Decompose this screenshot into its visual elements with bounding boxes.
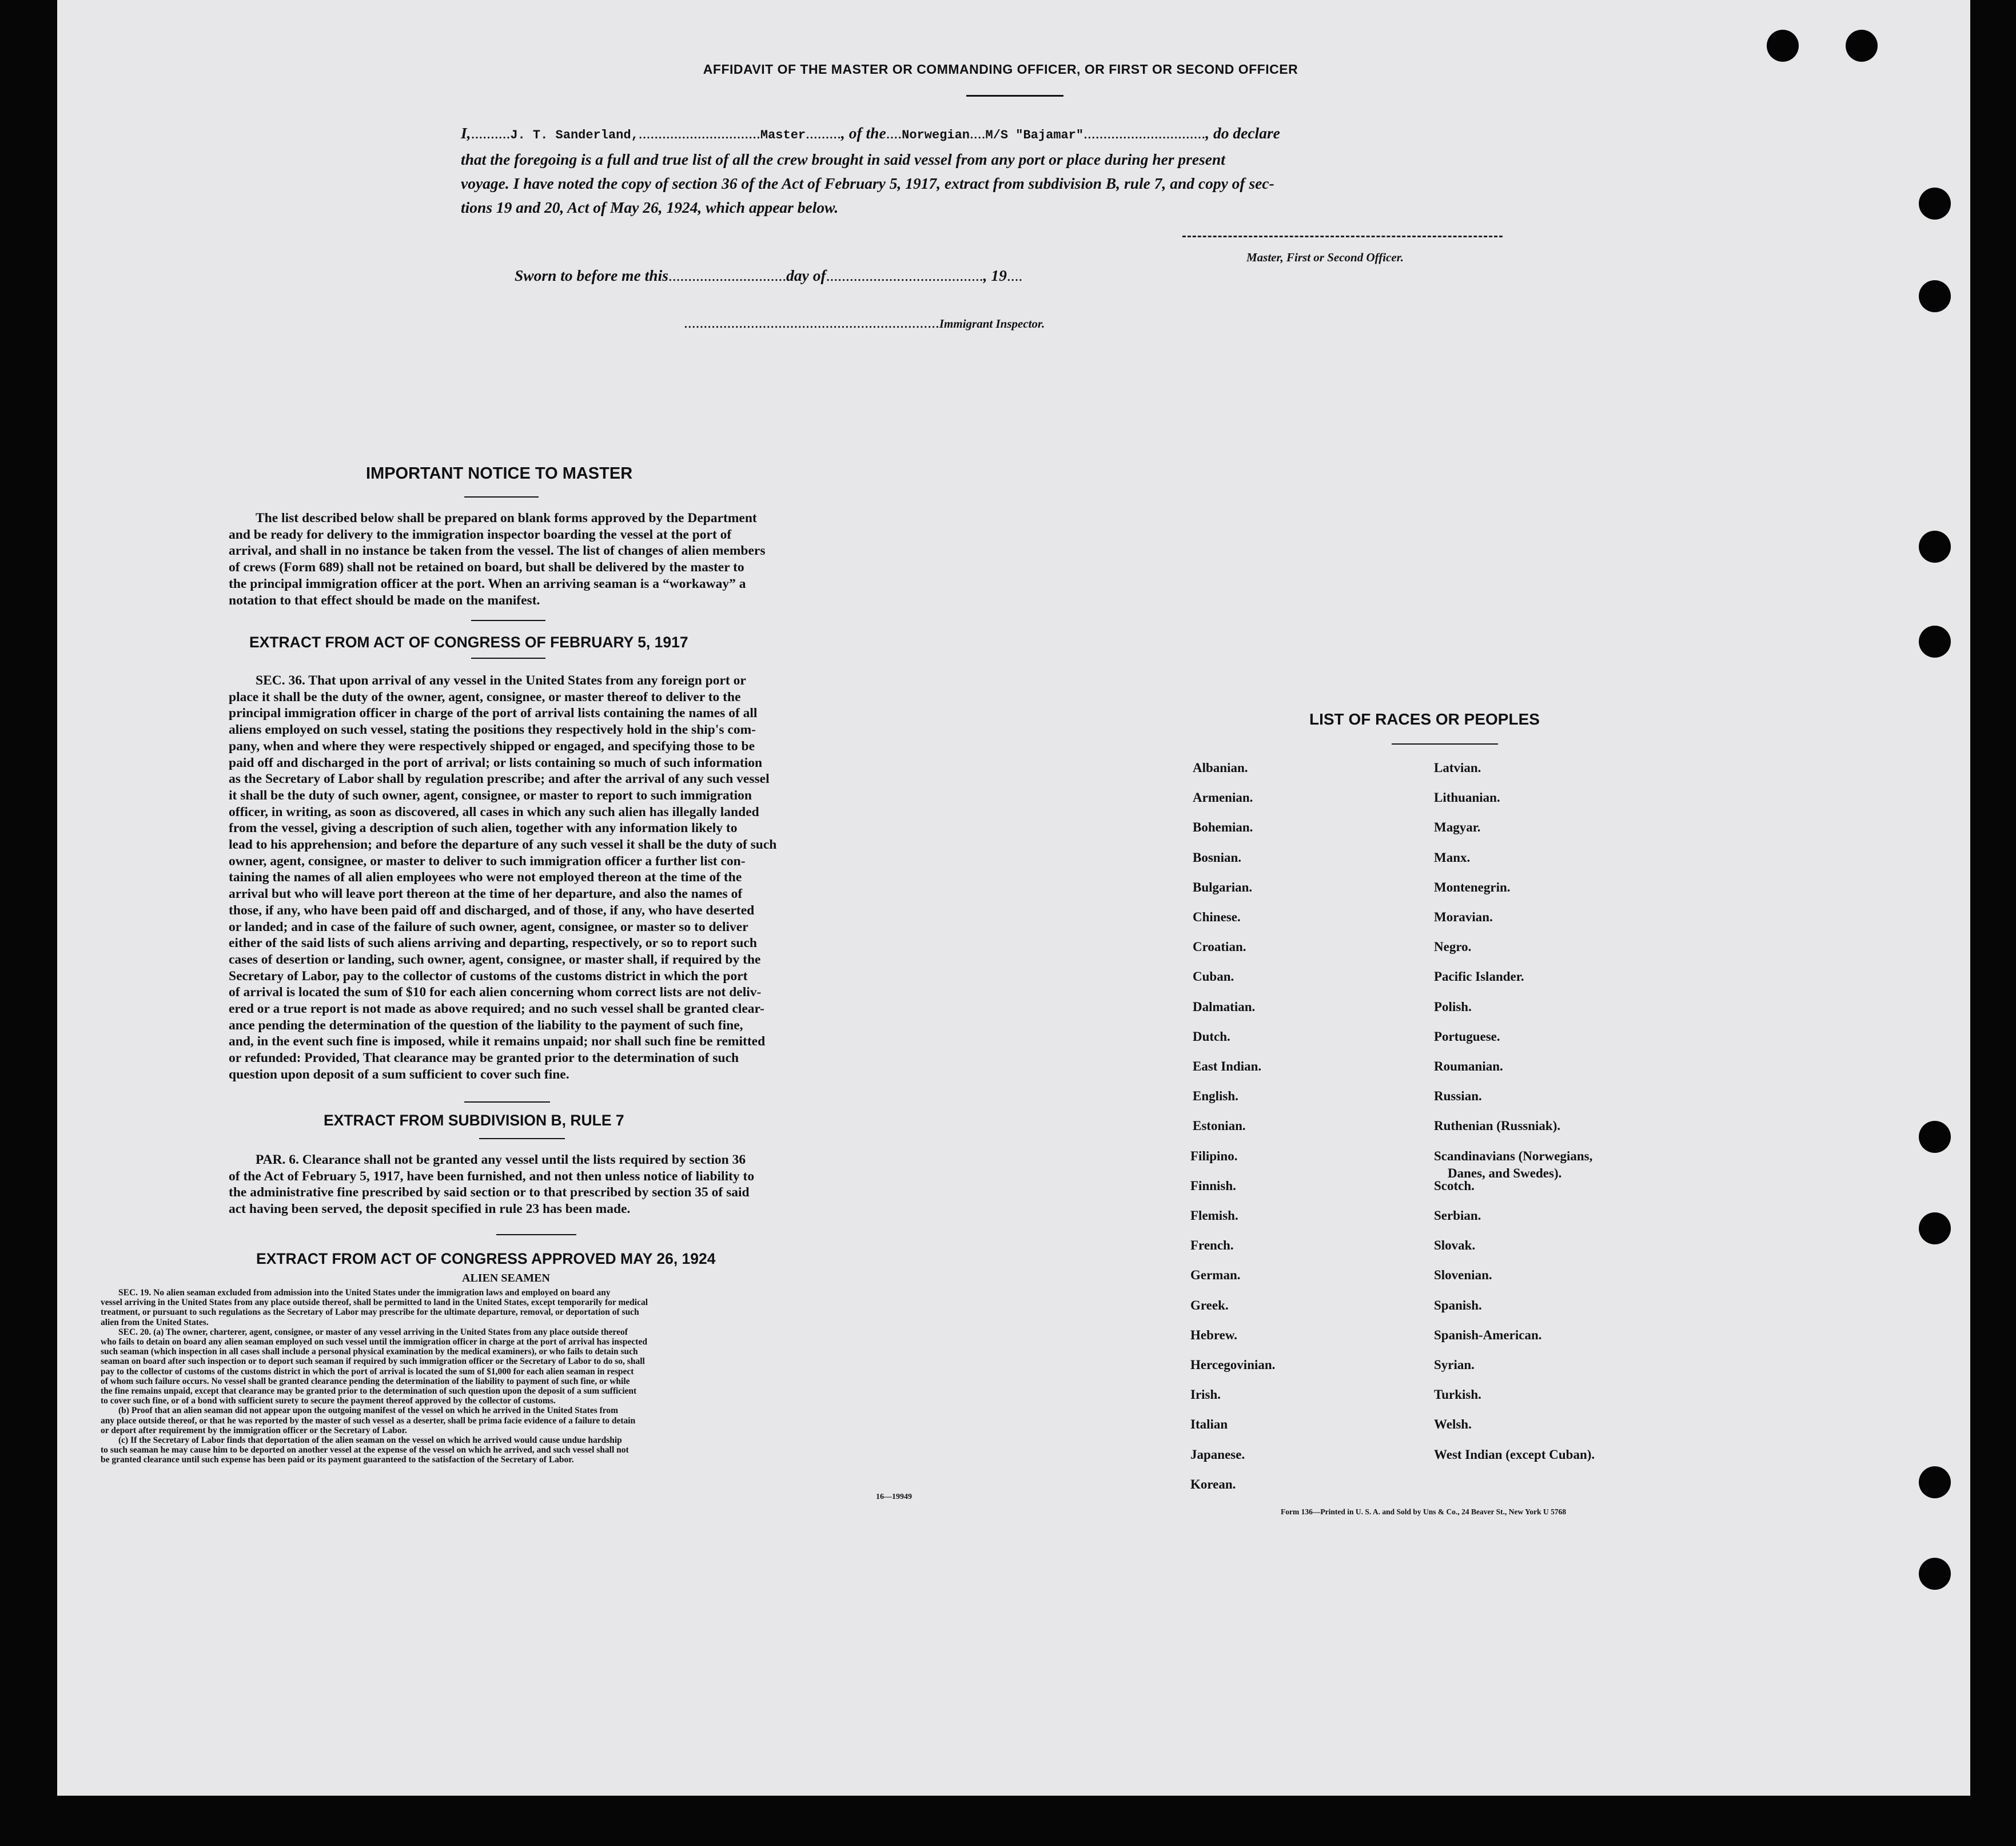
text-line: vessel arriving in the United States from any place outside thereof, shall be permitted to land in the United States, except temporarily for medical bbox=[101, 1298, 648, 1308]
race-item: Irish. bbox=[1190, 1387, 1221, 1402]
declaration-line-4: tions 19 and 20, Act of May 26, 1924, which appear below. bbox=[461, 198, 839, 216]
extract-1924-heading: EXTRACT FROM ACT OF CONGRESS APPROVED MAY 26, 1924 bbox=[256, 1250, 716, 1267]
master-name-field[interactable]: J. T. Sanderland, bbox=[510, 128, 639, 142]
race-item: Russian. bbox=[1434, 1089, 1482, 1104]
race-item: Bulgarian. bbox=[1193, 880, 1253, 894]
nationality-field[interactable]: Norwegian bbox=[902, 128, 970, 142]
punch-hole bbox=[1919, 1121, 1951, 1153]
race-item: Finnish. bbox=[1190, 1178, 1236, 1193]
race-item: Welsh. bbox=[1434, 1417, 1472, 1432]
text-line: pany, when and where they were respectively shipped or engaged, and specifying those to be bbox=[229, 738, 755, 754]
text-line: SEC. 20. (a) The owner, charterer, agent, consignee, or master of any vessel arriving in the United States from any place outside thereof bbox=[118, 1327, 628, 1337]
text-line: to cover such fine, or of a bond with sufficient surety to secure the payment thereof approved by the collector of customs. bbox=[101, 1396, 556, 1406]
race-item: Pacific Islander. bbox=[1434, 969, 1524, 984]
notice-line: the principal immigration officer at the port. When an arriving seaman is a “workaway” a bbox=[229, 576, 746, 591]
affidavit-declaration bbox=[461, 121, 1536, 220]
notice-line: arrival, and shall in no instance be taken from the vessel. The list of changes of alien members bbox=[229, 543, 766, 559]
text-line: lead to his apprehension; and before the departure of any such vessel it shall be the duty of such bbox=[229, 837, 777, 853]
punch-hole bbox=[1919, 1212, 1951, 1244]
text-line: the fine remains unpaid, except that clearance may be granted prior to the determination of such question upon the deposit of a sum sufficient bbox=[101, 1386, 637, 1397]
race-item: Bohemian. bbox=[1193, 820, 1253, 835]
text-line: arrival but who will leave port thereon at the time of her departure, and also the names of bbox=[229, 886, 743, 902]
race-item: West Indian (except Cuban). bbox=[1434, 1447, 1595, 1462]
race-item: Manx. bbox=[1434, 850, 1471, 865]
punch-hole bbox=[1919, 188, 1951, 220]
punch-hole bbox=[1919, 280, 1951, 312]
notice-line: of crews (Form 689) shall not be retained on board, but shall be delivered by the master to bbox=[229, 560, 744, 575]
text-line: of arrival is located the sum of $10 for each alien concerning whom correct lists are not deliv- bbox=[229, 985, 762, 1000]
race-item: German. bbox=[1190, 1268, 1241, 1283]
extract-1917-heading: EXTRACT FROM ACT OF CONGRESS OF FEBRUARY 5, 1917 bbox=[249, 634, 688, 651]
rule7-heading: EXTRACT FROM SUBDIVISION B, RULE 7 bbox=[324, 1112, 624, 1129]
races-heading: LIST OF RACES OR PEOPLES bbox=[1309, 710, 1540, 728]
text-line: ered or a true report is not made as above required; and no such vessel shall be granted clear- bbox=[229, 1001, 764, 1017]
race-item: Cuban. bbox=[1193, 969, 1234, 984]
race-item: Korean. bbox=[1190, 1477, 1236, 1491]
race-item: Chinese. bbox=[1193, 910, 1241, 924]
month-field[interactable]: ........................................ bbox=[826, 266, 983, 284]
text-line: seaman on board after such inspection or to deport such seaman if required by such immigration officer or the Secretary of Labor to do so, shall bbox=[101, 1356, 645, 1367]
text-line: the administrative fine prescribed by said section or to that prescribed by section 35 of said bbox=[229, 1185, 750, 1200]
race-item: Turkish. bbox=[1434, 1387, 1481, 1402]
declaration-line-1 bbox=[461, 121, 1536, 148]
dotted-fill: ............................... bbox=[1083, 124, 1206, 142]
text-line: owner, agent, consignee, or master to deliver to such immigration officer a further list con- bbox=[229, 853, 746, 869]
printer-imprint: Form 136—Printed in U. S. A. and Sold by Uns & Co., 24 Beaver St., New York U 5768 bbox=[1281, 1507, 1567, 1516]
race-item: Hebrew. bbox=[1190, 1327, 1237, 1342]
notice-line: notation to that effect should be made on the manifest. bbox=[229, 592, 540, 608]
extract-1917-body bbox=[229, 673, 842, 1083]
divider bbox=[1392, 743, 1498, 745]
text-line: (c) If the Secretary of Labor finds that deportation of the alien seaman on the vessel on which he arrived would cause undue hardship bbox=[118, 1435, 622, 1446]
text-line: or deport after requirement by the immigration officer or the Secretary of Labor. bbox=[101, 1425, 407, 1435]
text-line: and, in the event such fine is imposed, while it remains unpaid; nor shall such fine be remitted bbox=[229, 1034, 766, 1049]
text-line: to such seaman he may cause him to be deported on another vessel at the expense of the vessel on which he arrived, and such vessel shall not bbox=[101, 1445, 629, 1455]
race-item: Dalmatian. bbox=[1193, 999, 1256, 1014]
rule7-body bbox=[229, 1152, 842, 1218]
inspector-label: Immigrant Inspector. bbox=[939, 317, 1045, 331]
text-line: officer, in writing, as soon as discovered, all cases in which any such alien has illegally landed bbox=[229, 804, 759, 819]
race-item: Dutch. bbox=[1193, 1029, 1230, 1044]
punch-hole bbox=[1919, 531, 1951, 563]
text-line: question upon deposit of a sum sufficient to cover such fine. bbox=[229, 1067, 569, 1082]
race-item: Montenegrin. bbox=[1434, 880, 1511, 894]
sworn-label: Sworn to before me this bbox=[515, 266, 668, 284]
text-line: Secretary of Labor, pay to the collector of customs of the customs district in which the port bbox=[229, 968, 748, 984]
text-line: pay to the collector of customs of the customs district in which the port of arrival is located the sum of $1,000 for each alien seaman in respect bbox=[101, 1366, 634, 1376]
race-item: Filipino. bbox=[1190, 1148, 1238, 1163]
punch-hole bbox=[1919, 1466, 1951, 1498]
year-label: , 19 bbox=[983, 266, 1007, 284]
divider bbox=[471, 658, 545, 659]
text-line: taining the names of all alien employees who were not employed thereon at the time of the bbox=[229, 870, 742, 885]
text-line: paid off and discharged in the port of arrival; or lists containing so much of such information bbox=[229, 755, 763, 770]
race-item: Armenian. bbox=[1193, 790, 1253, 805]
race-item: Italian bbox=[1190, 1417, 1228, 1432]
race-item: Bosnian. bbox=[1193, 850, 1242, 865]
punch-hole bbox=[1846, 30, 1878, 62]
text-line: either of the said lists of such aliens arriving and departing, respectively, or so to report such bbox=[229, 936, 757, 951]
text-line: aliens employed on such vessel, stating the positions they respectively hold in the ship's com- bbox=[229, 722, 756, 738]
text-line: place it shall be the duty of the owner, agent, consignee, or master thereof to deliver to the bbox=[229, 689, 741, 705]
race-item: Syrian. bbox=[1434, 1358, 1475, 1372]
text-line: from the vessel, giving a description of such alien, together with any information likely to bbox=[229, 821, 738, 836]
text-line: who fails to detain on board any alien seaman employed on such vessel until the immigration officer in charge at the port of arrival has inspected bbox=[101, 1337, 647, 1347]
race-item: Slovak. bbox=[1434, 1238, 1476, 1253]
text-line: or refunded: Provided, That clearance may be granted prior to the determination of such bbox=[229, 1051, 739, 1066]
text-line: or landed; and in case of the failure of such owner, agent, consignee, or master so to deliver bbox=[229, 919, 748, 934]
dotted-fill: .......... bbox=[471, 124, 511, 142]
dotted-fill: ......... bbox=[806, 124, 841, 142]
year-field[interactable]: .... bbox=[1006, 266, 1023, 284]
text-line: treatment, or pursuant to such regulations as the Secretary of Labor may prescribe for the ultimate departure, removal, or deportation of such bbox=[101, 1307, 639, 1318]
race-item: Spanish. bbox=[1434, 1298, 1482, 1312]
race-item: Magyar. bbox=[1434, 820, 1481, 835]
text-line: be granted clearance until such expense has been paid or its payment guaranteed to the satisfaction of the Secretary of Labor. bbox=[101, 1455, 574, 1465]
race-item: Japanese. bbox=[1190, 1447, 1245, 1462]
race-item: English. bbox=[1193, 1089, 1238, 1104]
do-declare-label: , do declare bbox=[1205, 124, 1280, 142]
alien-seamen-subheading: ALIEN SEAMEN bbox=[462, 1272, 550, 1284]
notice-line: The list described below shall be prepared on blank forms approved by the Department bbox=[256, 511, 757, 526]
punch-hole bbox=[1919, 1558, 1951, 1590]
race-item: Ruthenian (Russniak). bbox=[1434, 1119, 1561, 1133]
punch-hole bbox=[1919, 626, 1951, 658]
punch-hole bbox=[1767, 30, 1799, 62]
page-title: AFFIDAVIT OF THE MASTER OR COMMANDING OFFICER, OR FIRST OR SECOND OFFICER bbox=[703, 62, 1298, 77]
declaration-line-2: that the foregoing is a full and true list of all the crew brought in said vessel from any port or place during her present bbox=[461, 150, 1225, 168]
race-item: Albanian. bbox=[1193, 761, 1248, 775]
of-the-label: , of the bbox=[840, 124, 886, 142]
race-item: Flemish. bbox=[1190, 1208, 1238, 1223]
race-item: Hercegovinian. bbox=[1190, 1358, 1276, 1372]
text-line: cases of desertion or landing, such owner, agent, consignee, or master shall, if required by the bbox=[229, 952, 761, 967]
signature-label: Master, First or Second Officer. bbox=[1246, 250, 1404, 264]
text-line: it shall be the duty of such owner, agent, consignee, or master to report to such immigration bbox=[229, 787, 752, 803]
race-item: Serbian. bbox=[1434, 1208, 1481, 1223]
notice-body bbox=[229, 510, 842, 608]
inspector-line bbox=[684, 313, 1045, 332]
race-item: East Indian. bbox=[1193, 1059, 1262, 1073]
race-item: Danes, and Swedes). bbox=[1448, 1165, 1562, 1180]
text-line: those, if any, who have been paid off and discharged, and of those, if any, who have deserted bbox=[229, 902, 755, 918]
race-item: Estonian. bbox=[1193, 1119, 1246, 1133]
race-item: Scandinavians (Norwegians, bbox=[1434, 1148, 1593, 1163]
divider bbox=[464, 1101, 550, 1103]
notice-line: and be ready for delivery to the immigration inspector boarding the vessel at the port of bbox=[229, 527, 732, 542]
i-label: I, bbox=[461, 124, 471, 142]
race-item: Latvian. bbox=[1434, 761, 1481, 775]
signature-line[interactable] bbox=[1182, 236, 1503, 237]
race-item: Negro. bbox=[1434, 940, 1472, 954]
race-item: Scotch. bbox=[1434, 1178, 1475, 1193]
race-item: Slovenian. bbox=[1434, 1268, 1492, 1283]
divider bbox=[479, 1138, 565, 1139]
sworn-line bbox=[515, 266, 1022, 285]
text-line: alien from the United States. bbox=[101, 1317, 209, 1327]
race-item: Croatian. bbox=[1193, 940, 1246, 954]
form-number: 16—19949 bbox=[876, 1493, 912, 1501]
extract-1924-body bbox=[101, 1288, 929, 1465]
text-line: PAR. 6. Clearance shall not be granted any vessel until the lists required by section 36 bbox=[256, 1152, 746, 1167]
day-field[interactable]: .............................. bbox=[668, 266, 787, 284]
text-line: such seaman (which inspection in all cases shall include a personal physical examination by the medical examiners), or who fails to detain such bbox=[101, 1347, 638, 1357]
text-line: of the Act of February 5, 1917, have been furnished, and not then unless notice of liability to bbox=[229, 1168, 755, 1184]
text-line: ance pending the determination of the question of the liability to the payment of such fine, bbox=[229, 1017, 743, 1033]
text-line: SEC. 36. That upon arrival of any vessel in the United States from any foreign port or bbox=[256, 673, 746, 688]
text-line: act having been served, the deposit specified in rule 23 has been made. bbox=[229, 1202, 631, 1217]
vessel-field[interactable]: M/S "Bajamar" bbox=[985, 128, 1084, 142]
text-line: any place outside thereof, or that he was reported by the master of such vessel as a deserter, shall be prima facie evidence of a failure to detain bbox=[101, 1415, 636, 1426]
divider bbox=[471, 620, 545, 621]
race-item: Lithuanian. bbox=[1434, 790, 1500, 805]
race-item: Portuguese. bbox=[1434, 1029, 1500, 1044]
inspector-signature-field[interactable]: ................................................................. bbox=[684, 313, 939, 331]
dotted-fill: .... bbox=[886, 124, 902, 142]
declaration-line-3: voyage. I have noted the copy of section 36 of the Act of February 5, 1917, extract from subdivision B, rule 7, and copy of sec- bbox=[461, 174, 1274, 192]
race-item: Greek. bbox=[1190, 1298, 1229, 1312]
race-item: Polish. bbox=[1434, 999, 1472, 1014]
rank-field[interactable]: Master bbox=[760, 128, 806, 142]
divider bbox=[496, 1234, 576, 1235]
race-item: French. bbox=[1190, 1238, 1234, 1253]
text-line: principal immigration officer in charge of the port of arrival lists containing the names of all bbox=[229, 706, 758, 721]
text-line: as the Secretary of Labor shall by regulation prescribe; and after the arrival of any such vessel bbox=[229, 771, 770, 787]
text-line: SEC. 19. No alien seaman excluded from admission into the United States under the immigration laws and employed on board any bbox=[118, 1288, 611, 1298]
notice-heading: IMPORTANT NOTICE TO MASTER bbox=[366, 464, 633, 483]
day-of-label: day of bbox=[786, 266, 826, 284]
divider bbox=[464, 496, 539, 498]
divider bbox=[966, 95, 1063, 97]
text-line: of whom such failure occurs. No vessel shall be granted clearance pending the determination of the liability to payment of such fine, or while bbox=[101, 1376, 630, 1386]
race-item: Moravian. bbox=[1434, 910, 1493, 924]
race-item: Spanish-American. bbox=[1434, 1327, 1542, 1342]
dotted-fill: ............................... bbox=[638, 124, 760, 142]
text-line: (b) Proof that an alien seaman did not appear upon the outgoing manifest of the vessel on which he arrived in the United States from bbox=[118, 1406, 619, 1416]
dotted-fill: .... bbox=[970, 124, 986, 142]
race-item: Roumanian. bbox=[1434, 1059, 1503, 1073]
